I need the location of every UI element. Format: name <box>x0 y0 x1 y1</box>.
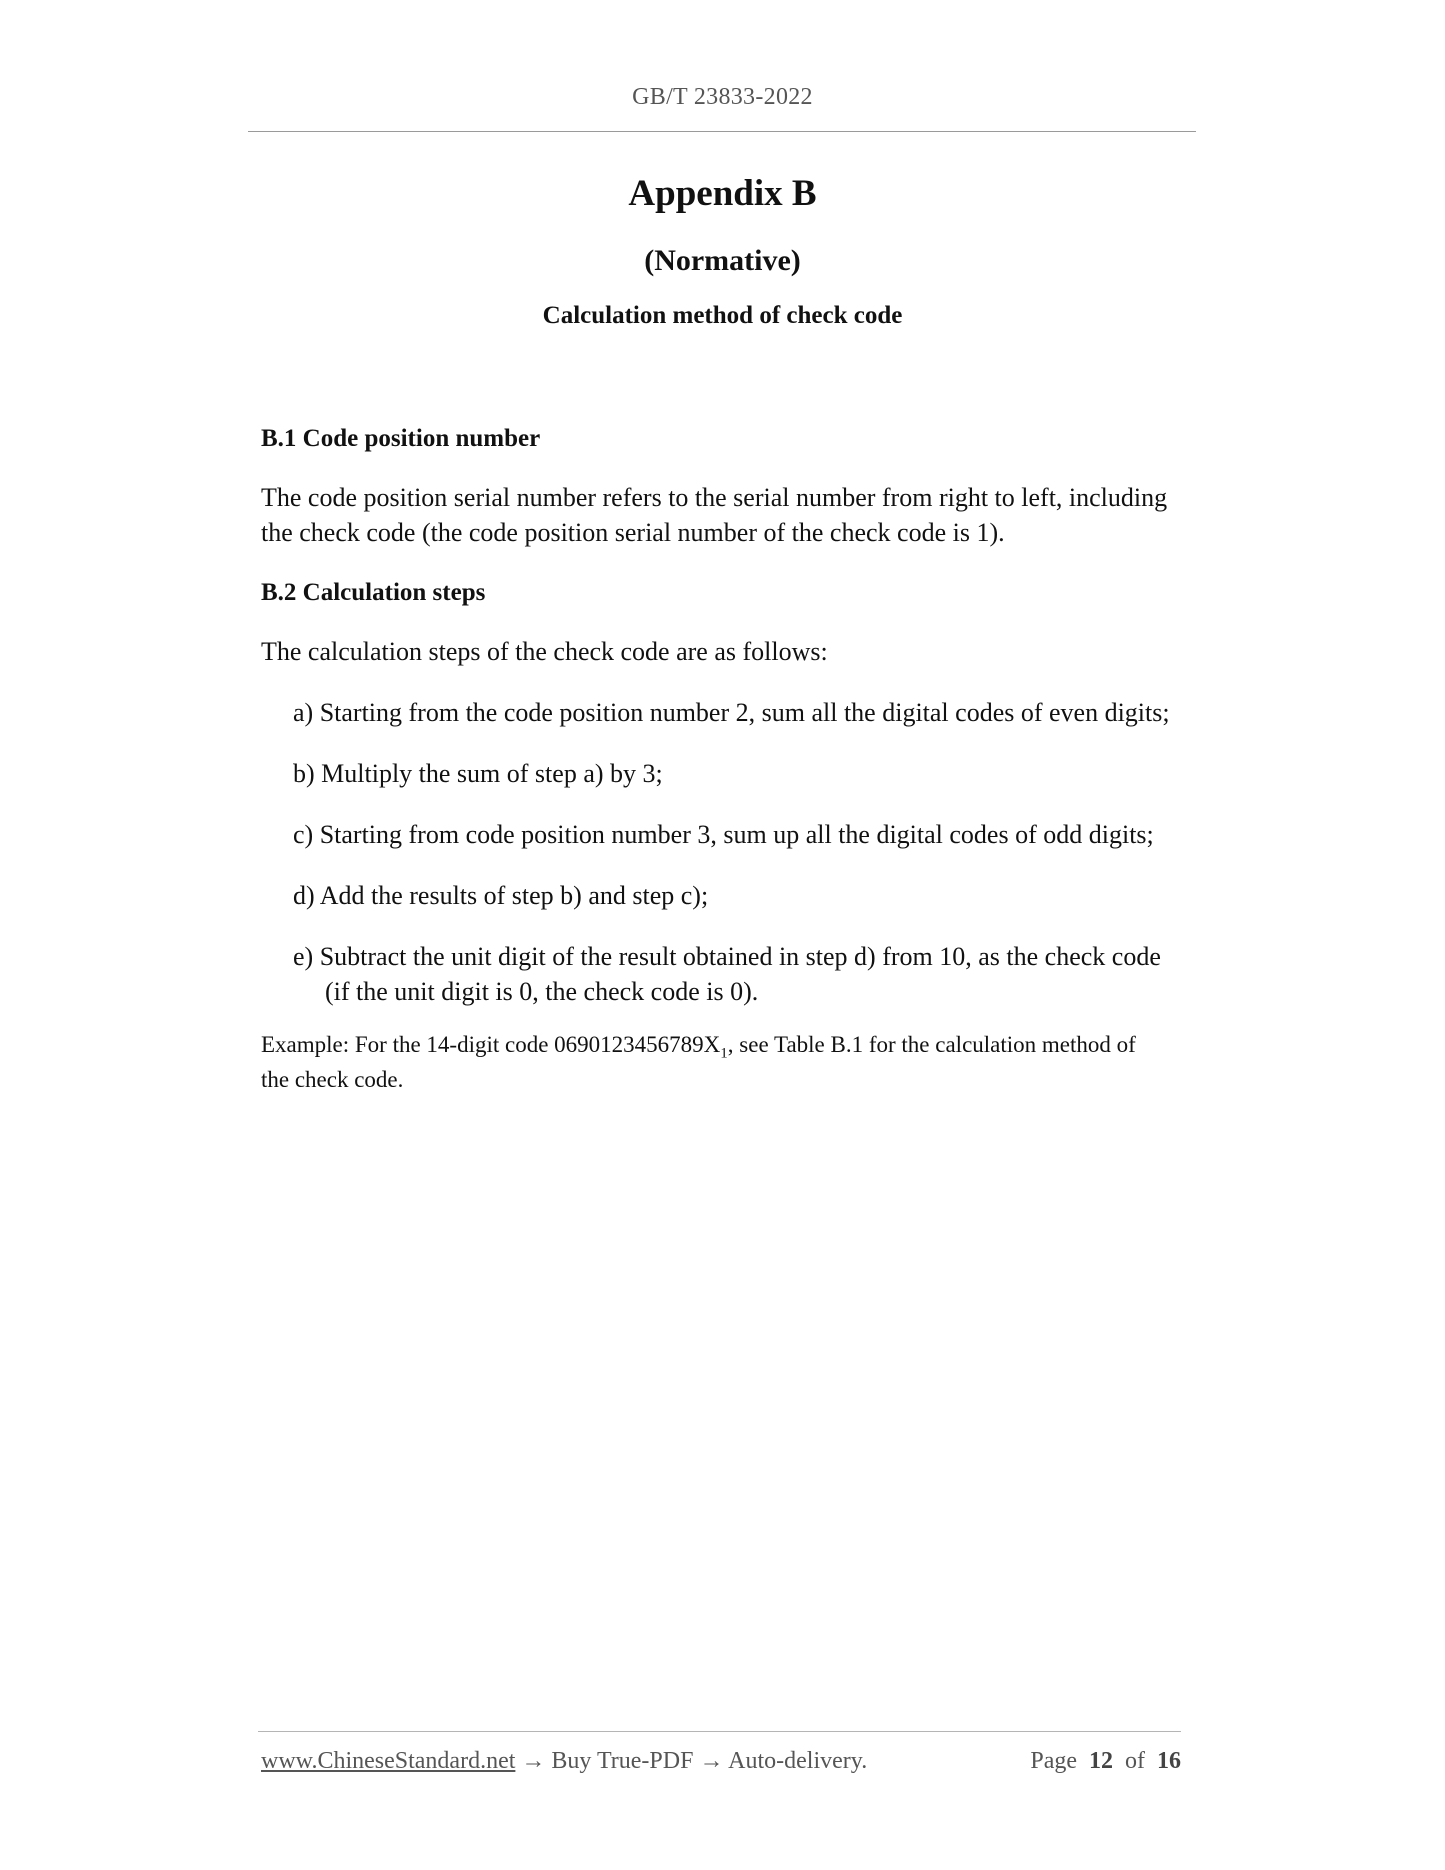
arrow-right-icon: → <box>521 1748 546 1774</box>
example-line2: the check code. <box>261 1067 404 1092</box>
section-b2-heading: B.2 Calculation steps <box>261 579 486 606</box>
step-e-line1: e) Subtract the unit digit of the result obtained in step d) from 10, as the check code <box>293 942 1161 971</box>
example-note <box>261 1027 1196 1097</box>
chinesestandard-link[interactable]: www.ChineseStandard.net <box>261 1748 516 1774</box>
step-e <box>261 939 1196 1009</box>
example-subscript: 1 <box>720 1045 728 1062</box>
section-b2-intro: The calculation steps of the check code are as follows: <box>261 637 828 666</box>
step-b: b) Multiply the sum of step a) by 3; <box>293 759 663 788</box>
example-suffix: , see Table B.1 for the calculation method of <box>727 1032 1136 1057</box>
appendix-title: Appendix B <box>628 173 817 214</box>
appendix-normative-label: (Normative) <box>644 244 801 277</box>
calculation-steps-list <box>261 695 1196 1009</box>
arrow-right-icon: → <box>699 1748 724 1774</box>
example-prefix: Example: For the 14-digit code 0690123456789X <box>261 1032 721 1057</box>
buy-true-pdf-text: Buy True-PDF <box>551 1748 694 1774</box>
footer-promo <box>261 1748 867 1775</box>
step-a: a) Starting from the code position number 2, sum all the digital codes of even digits; <box>293 698 1170 727</box>
section-b1-text <box>261 480 1196 550</box>
page-of-label: of <box>1125 1748 1145 1774</box>
header-divider <box>248 131 1196 132</box>
section-b1-heading: B.1 Code position number <box>261 425 541 452</box>
page-number <box>1030 1748 1181 1775</box>
appendix-subject: Calculation method of check code <box>542 302 903 329</box>
step-d: d) Add the results of step b) and step c); <box>293 881 709 910</box>
auto-delivery-text: Auto-delivery. <box>728 1748 868 1774</box>
step-c: c) Starting from code position number 3, sum up all the digital codes of odd digits; <box>293 820 1154 849</box>
section-b1-text-line1: The code position serial number refers to the serial number from right to left, including <box>261 483 1168 512</box>
step-e-line2: (if the unit digit is 0, the check code is 0). <box>325 977 759 1006</box>
page-label: Page <box>1030 1748 1077 1774</box>
section-b1-text-line2: the check code (the code position serial number of the check code is 1). <box>261 518 1005 547</box>
page-total: 16 <box>1157 1748 1181 1774</box>
main-content <box>261 420 1196 1097</box>
footer-divider <box>258 1731 1181 1732</box>
page-current: 12 <box>1089 1748 1113 1774</box>
standard-code-header: GB/T 23833-2022 <box>632 84 813 110</box>
